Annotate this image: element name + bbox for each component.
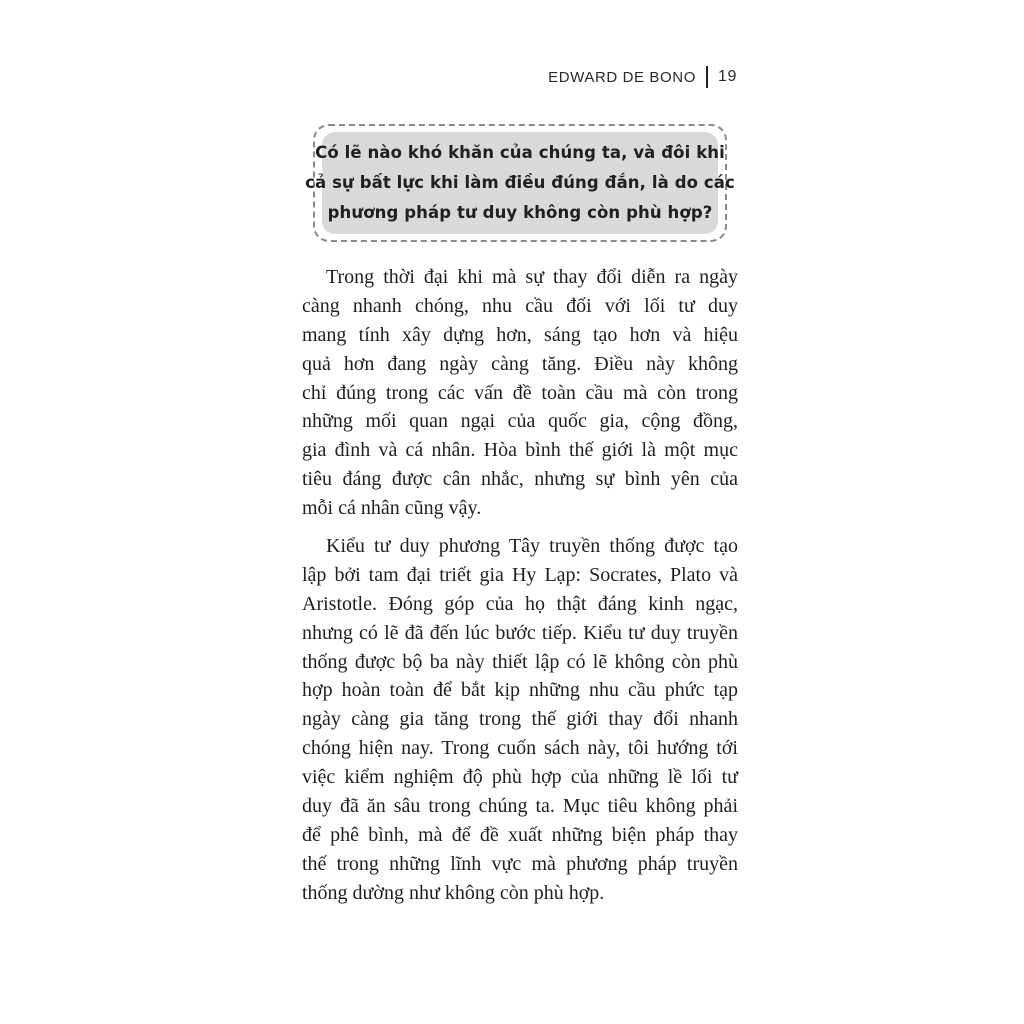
text-line: Aristotle. Đóng góp của họ thật đáng kinh ngạc, <box>302 592 738 615</box>
callout-quote <box>305 132 735 234</box>
header-divider <box>706 66 708 88</box>
text-line: mang tính xây dựng hơn, sáng tạo hơn và hiệu <box>302 323 738 346</box>
text-line: chóng hiện nay. Trong cuốn sách này, tôi hướng tới <box>302 737 738 760</box>
callout-line: cả sự bất lực khi làm điều đúng đắn, là do các <box>305 173 735 192</box>
text-line: Kiểu tư duy phương Tây truyền thống được tạo <box>326 535 738 557</box>
text-line: quả hơn đang ngày càng tăng. Điều này không <box>302 352 738 375</box>
header-author: EDWARD DE BONO <box>548 68 696 86</box>
callout-line: Có lẽ nào khó khăn của chúng ta, và đôi khi <box>315 143 725 162</box>
text-line: Trong thời đại khi mà sự thay đổi diễn ra ngày <box>326 266 738 288</box>
callout-line: phương pháp tư duy không còn phù hợp? <box>327 203 713 222</box>
running-header <box>548 66 737 88</box>
text-line: thống dường như không còn phù hợp. <box>302 881 605 904</box>
text-line: hợp hoàn toàn để bắt kịp những nhu cầu phức tạp <box>302 679 738 702</box>
text-line: mỗi cá nhân cũng vậy. <box>302 497 482 520</box>
text-line: tiêu đáng được cân nhắc, nhưng sự bình yên của <box>302 468 738 491</box>
text-line: thế trong những lĩnh vực mà phương pháp truyền <box>302 852 738 875</box>
text-line: chỉ đúng trong các vấn đề toàn cầu mà còn trong <box>302 381 738 404</box>
text-line: duy đã ăn sâu trong chúng ta. Mục tiêu không phải <box>302 795 738 818</box>
text-line: ngày càng gia tăng trong thế giới thay đổi nhanh <box>302 708 738 731</box>
page-number: 19 <box>718 68 737 85</box>
text-line: lập bởi tam đại triết gia Hy Lạp: Socrates, Plato và <box>302 563 738 586</box>
text-line: những mối quan ngại của quốc gia, cộng đồng, <box>302 410 738 433</box>
text-line: việc kiểm nghiệm độ phù hợp của những lề lối tư <box>302 766 738 789</box>
paragraph-1 <box>302 263 738 523</box>
text-line: càng nhanh chóng, nhu cầu đối với lối tư duy <box>302 294 738 317</box>
paragraph-2 <box>302 532 738 908</box>
text-line: gia đình và cá nhân. Hòa bình thế giới là một mục <box>302 439 738 462</box>
text-line: để phê bình, mà để đề xuất những biện pháp thay <box>302 823 738 846</box>
text-line: nhưng có lẽ đã đến lúc bước tiếp. Kiểu tư duy truyền <box>302 621 738 644</box>
text-line: thống được bộ ba này thiết lập có lẽ không còn phù <box>302 650 738 673</box>
